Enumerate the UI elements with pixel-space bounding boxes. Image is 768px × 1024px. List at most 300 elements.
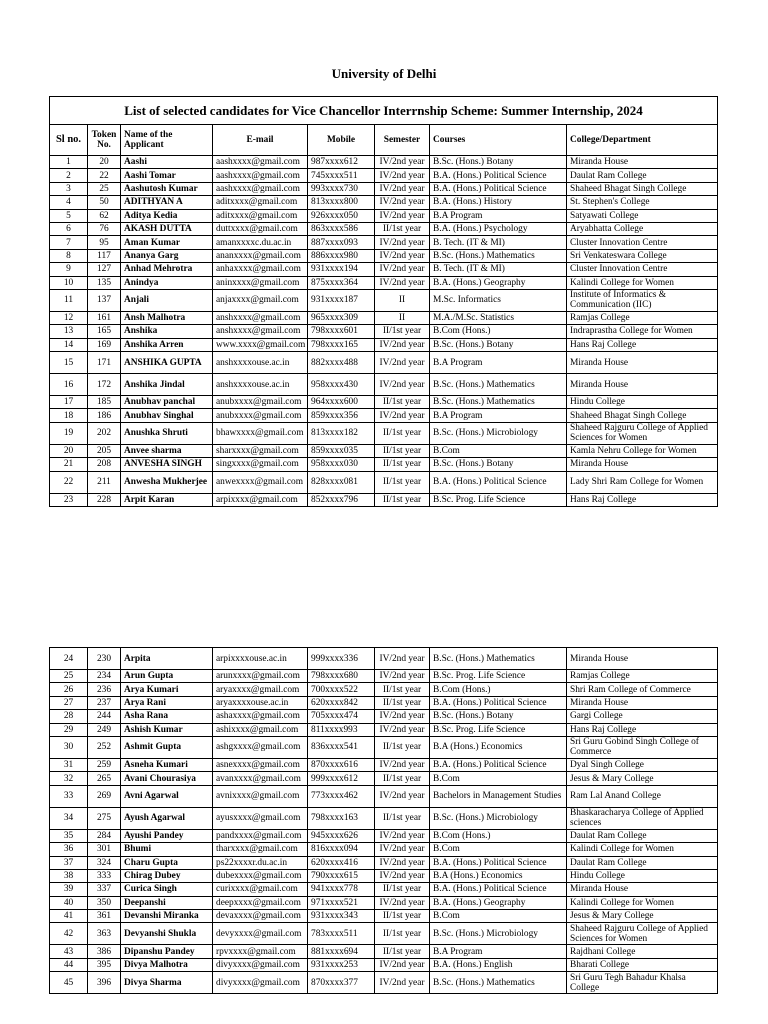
mobile-cell: 811xxxx993	[308, 723, 375, 736]
name-cell: Aditya Kedia	[121, 209, 213, 222]
token-cell: 25	[88, 182, 121, 195]
mobile-cell: 859xxxx035	[308, 444, 375, 457]
semester-cell: IV/2nd year	[375, 972, 430, 994]
semester-cell: IV/2nd year	[375, 169, 430, 182]
name-cell: ADITHYAN A	[121, 196, 213, 209]
mobile-cell: 886xxxx980	[308, 249, 375, 262]
college-cell: Ramjas College	[567, 311, 718, 324]
college-cell: Bhaskaracharya College of Applied sciences	[567, 807, 718, 829]
college-cell: Hans Raj College	[567, 338, 718, 351]
semester-cell: II	[375, 311, 430, 324]
email-cell: singxxxx@gmail.com	[213, 458, 308, 471]
name-cell: Deepanshi	[121, 896, 213, 909]
course-cell: B. Tech. (IT & MI)	[430, 236, 567, 249]
table-row	[50, 169, 718, 182]
email-cell: anhaxxxx@gmail.com	[213, 263, 308, 276]
header-courses: Courses	[430, 125, 567, 156]
table-row	[50, 236, 718, 249]
email-cell: ashgxxxx@gmail.com	[213, 736, 308, 758]
sl-no-cell: 36	[50, 843, 88, 856]
name-cell: Avani Chourasiya	[121, 772, 213, 785]
email-cell: anubxxxx@gmail.com	[213, 409, 308, 422]
college-cell: Miranda House	[567, 352, 718, 374]
token-cell: 117	[88, 249, 121, 262]
name-cell: Asha Rana	[121, 710, 213, 723]
email-cell: pandxxxx@gmail.com	[213, 829, 308, 842]
name-cell: Anubhav Singhal	[121, 409, 213, 422]
course-cell: B.Com (Hons.)	[430, 325, 567, 338]
mobile-cell: 859xxxx356	[308, 409, 375, 422]
semester-cell: II/1st year	[375, 807, 430, 829]
college-cell: Institute of Informatics & Communication (IIC)	[567, 289, 718, 311]
semester-cell: II/1st year	[375, 444, 430, 457]
college-cell: Miranda House	[567, 648, 718, 670]
semester-cell: IV/2nd year	[375, 869, 430, 882]
college-cell: Lady Shri Ram College for Women	[567, 471, 718, 493]
course-cell: B.Sc. Prog. Life Science	[430, 670, 567, 683]
table-row	[50, 648, 718, 670]
sl-no-cell: 40	[50, 896, 88, 909]
mobile-cell: 813xxxx182	[308, 422, 375, 444]
table-row	[50, 807, 718, 829]
mobile-cell: 887xxxx093	[308, 236, 375, 249]
token-cell: 395	[88, 958, 121, 971]
table-row	[50, 883, 718, 896]
token-cell: 265	[88, 772, 121, 785]
email-cell: bhawxxxx@gmail.com	[213, 422, 308, 444]
header-email: E-mail	[213, 125, 308, 156]
email-cell: aryaxxxx@gmail.com	[213, 683, 308, 696]
college-cell: Miranda House	[567, 458, 718, 471]
email-cell: anubxxxx@gmail.com	[213, 396, 308, 409]
college-cell: Ramjas College	[567, 670, 718, 683]
mobile-cell: 863xxxx586	[308, 222, 375, 235]
name-cell: Chirag Dubey	[121, 869, 213, 882]
semester-cell: IV/2nd year	[375, 352, 430, 374]
header-sl-no: Sl no.	[50, 125, 88, 156]
college-cell: Miranda House	[567, 156, 718, 169]
semester-cell: IV/2nd year	[375, 758, 430, 771]
header-token-no: Token No.	[88, 125, 121, 156]
email-cell: aashxxxx@gmail.com	[213, 182, 308, 195]
college-cell: Jesus & Mary College	[567, 772, 718, 785]
sl-no-cell: 25	[50, 670, 88, 683]
semester-cell: II/1st year	[375, 396, 430, 409]
mobile-cell: 875xxxx364	[308, 276, 375, 289]
mobile-cell: 798xxxx601	[308, 325, 375, 338]
course-cell: B.Sc. (Hons.) Microbiology	[430, 923, 567, 945]
mobile-cell: 798xxxx680	[308, 670, 375, 683]
name-cell: Divya Sharma	[121, 972, 213, 994]
sl-no-cell: 9	[50, 263, 88, 276]
college-cell: Hans Raj College	[567, 493, 718, 506]
token-cell: 208	[88, 458, 121, 471]
sl-no-cell: 30	[50, 736, 88, 758]
sl-no-cell: 34	[50, 807, 88, 829]
university-heading: University of Delhi	[331, 66, 437, 81]
sl-no-cell: 1	[50, 156, 88, 169]
email-cell: dubexxxx@gmail.com	[213, 869, 308, 882]
token-cell: 361	[88, 910, 121, 923]
token-cell: 275	[88, 807, 121, 829]
email-cell: anwexxxx@gmail.com	[213, 471, 308, 493]
mobile-cell: 941xxxx778	[308, 883, 375, 896]
name-cell: Devanshi Miranka	[121, 910, 213, 923]
sl-no-cell: 4	[50, 196, 88, 209]
name-cell: Curica Singh	[121, 883, 213, 896]
semester-cell: IV/2nd year	[375, 338, 430, 351]
college-cell: Shri Ram College of Commerce	[567, 683, 718, 696]
table-row	[50, 409, 718, 422]
sl-no-cell: 13	[50, 325, 88, 338]
course-cell: B.Sc. (Hons.) Botany	[430, 338, 567, 351]
course-cell: B.A. (Hons.) Political Science	[430, 696, 567, 709]
college-cell: Sri Guru Gobind Singh College of Commerce	[567, 736, 718, 758]
token-cell: 244	[88, 710, 121, 723]
table-row	[50, 338, 718, 351]
candidates-table-part-2	[49, 647, 718, 994]
college-cell: Bharati College	[567, 958, 718, 971]
token-cell: 237	[88, 696, 121, 709]
token-cell: 337	[88, 883, 121, 896]
course-cell: B.A Program	[430, 945, 567, 958]
token-cell: 186	[88, 409, 121, 422]
college-cell: Daulat Ram College	[567, 169, 718, 182]
semester-cell: IV/2nd year	[375, 374, 430, 396]
name-cell: AKASH DUTTA	[121, 222, 213, 235]
semester-cell: IV/2nd year	[375, 710, 430, 723]
mobile-cell: 971xxxx521	[308, 896, 375, 909]
name-cell: Anvee sharma	[121, 444, 213, 457]
sl-no-cell: 20	[50, 444, 88, 457]
table-row	[50, 422, 718, 444]
email-cell: devyxxxx@gmail.com	[213, 923, 308, 945]
mobile-cell: 870xxxx377	[308, 972, 375, 994]
name-cell: Arpita	[121, 648, 213, 670]
semester-cell: IV/2nd year	[375, 958, 430, 971]
mobile-cell: 931xxxx187	[308, 289, 375, 311]
token-cell: 202	[88, 422, 121, 444]
list-title: List of selected candidates for Vice Chancellor Interrnship Scheme: Summer Internship, 2024	[50, 97, 718, 125]
course-cell: B.Sc. (Hons.) Botany	[430, 156, 567, 169]
college-cell: Ram Lal Anand College	[567, 785, 718, 807]
table-row	[50, 196, 718, 209]
token-cell: 95	[88, 236, 121, 249]
college-cell: Miranda House	[567, 883, 718, 896]
sl-no-cell: 26	[50, 683, 88, 696]
mobile-cell: 620xxxx416	[308, 856, 375, 869]
table-row	[50, 696, 718, 709]
college-cell: Miranda House	[567, 374, 718, 396]
semester-cell: II/1st year	[375, 325, 430, 338]
token-cell: 22	[88, 169, 121, 182]
email-cell: arunxxxx@gmail.com	[213, 670, 308, 683]
course-cell: B.A. (Hons.) Psychology	[430, 222, 567, 235]
token-cell: 165	[88, 325, 121, 338]
token-cell: 172	[88, 374, 121, 396]
mobile-cell: 945xxxx626	[308, 829, 375, 842]
course-cell: B.A. (Hons.) Geography	[430, 276, 567, 289]
semester-cell: IV/2nd year	[375, 249, 430, 262]
email-cell: arpixxxx@gmail.com	[213, 493, 308, 506]
sl-no-cell: 21	[50, 458, 88, 471]
semester-cell: IV/2nd year	[375, 209, 430, 222]
mobile-cell: 790xxxx615	[308, 869, 375, 882]
token-cell: 127	[88, 263, 121, 276]
mobile-cell: 813xxxx800	[308, 196, 375, 209]
college-cell: Cluster Innovation Centre	[567, 236, 718, 249]
mobile-cell: 958xxxx030	[308, 458, 375, 471]
course-cell: B.Com	[430, 772, 567, 785]
semester-cell: II/1st year	[375, 883, 430, 896]
sl-no-cell: 39	[50, 883, 88, 896]
college-cell: Daulat Ram College	[567, 856, 718, 869]
email-cell: sharxxxx@gmail.com	[213, 444, 308, 457]
semester-cell: II/1st year	[375, 222, 430, 235]
course-cell: B.Sc. (Hons.) Mathematics	[430, 972, 567, 994]
name-cell: Anhad Mehrotra	[121, 263, 213, 276]
table-row	[50, 352, 718, 374]
email-cell: anshxxxxouse.ac.in	[213, 374, 308, 396]
name-cell: ANVESHA SINGH	[121, 458, 213, 471]
semester-cell: II/1st year	[375, 945, 430, 958]
name-cell: Anshika Arren	[121, 338, 213, 351]
email-cell: www.xxxx@gmail.com	[213, 338, 308, 351]
token-cell: 396	[88, 972, 121, 994]
course-cell: B.A Program	[430, 352, 567, 374]
header-mobile: Mobile	[308, 125, 375, 156]
college-cell: Shaheed Bhagat Singh College	[567, 409, 718, 422]
table-row	[50, 758, 718, 771]
semester-cell: IV/2nd year	[375, 276, 430, 289]
email-cell: aashxxxx@gmail.com	[213, 156, 308, 169]
course-cell: B.A Program	[430, 209, 567, 222]
name-cell: Arpit Karan	[121, 493, 213, 506]
semester-cell: II/1st year	[375, 493, 430, 506]
college-cell: Hans Raj College	[567, 723, 718, 736]
name-cell: Bhumi	[121, 843, 213, 856]
course-cell: B.Sc. (Hons.) Mathematics	[430, 249, 567, 262]
table-row	[50, 396, 718, 409]
name-cell: Divya Malhotra	[121, 958, 213, 971]
table-row	[50, 945, 718, 958]
header-name: Name of the Applicant	[121, 125, 213, 156]
header-semester: Semester	[375, 125, 430, 156]
name-cell: Anushka Shruti	[121, 422, 213, 444]
semester-cell: IV/2nd year	[375, 263, 430, 276]
email-cell: divyxxxx@gmail.com	[213, 958, 308, 971]
table-header-row	[50, 125, 718, 156]
token-cell: 62	[88, 209, 121, 222]
semester-cell: IV/2nd year	[375, 182, 430, 195]
email-cell: anshxxxx@gmail.com	[213, 311, 308, 324]
table-row	[50, 182, 718, 195]
mobile-cell: 798xxxx165	[308, 338, 375, 351]
email-cell: ashaxxxx@gmail.com	[213, 710, 308, 723]
semester-cell: IV/2nd year	[375, 785, 430, 807]
college-cell: Satyawati College	[567, 209, 718, 222]
email-cell: aditxxxx@gmail.com	[213, 209, 308, 222]
email-cell: tharxxxx@gmail.com	[213, 843, 308, 856]
course-cell: B.A. (Hons.) Geography	[430, 896, 567, 909]
sl-no-cell: 5	[50, 209, 88, 222]
email-cell: duttxxxx@gmail.com	[213, 222, 308, 235]
token-cell: 50	[88, 196, 121, 209]
course-cell: B.Com	[430, 843, 567, 856]
email-cell: devaxxxx@gmail.com	[213, 910, 308, 923]
college-cell: Shaheed Rajguru College of Applied Sciences for Women	[567, 422, 718, 444]
token-cell: 249	[88, 723, 121, 736]
sl-no-cell: 10	[50, 276, 88, 289]
mobile-cell: 931xxxx194	[308, 263, 375, 276]
semester-cell: II/1st year	[375, 683, 430, 696]
table-row	[50, 222, 718, 235]
course-cell: B.A Program	[430, 409, 567, 422]
table-row	[50, 493, 718, 506]
course-cell: B.A. (Hons.) History	[430, 196, 567, 209]
table-row	[50, 856, 718, 869]
semester-cell: II	[375, 289, 430, 311]
email-cell: anshxxxx@gmail.com	[213, 325, 308, 338]
course-cell: B.Sc. (Hons.) Microbiology	[430, 422, 567, 444]
email-cell: ps22xxxxr.du.ac.in	[213, 856, 308, 869]
email-cell: aryaxxxxouse.ac.in	[213, 696, 308, 709]
college-cell: Daulat Ram College	[567, 829, 718, 842]
semester-cell: IV/2nd year	[375, 409, 430, 422]
college-cell: St. Stephen's College	[567, 196, 718, 209]
mobile-cell: 700xxxx522	[308, 683, 375, 696]
mobile-cell: 999xxxx336	[308, 648, 375, 670]
college-cell: Aryabhatta College	[567, 222, 718, 235]
table-row	[50, 869, 718, 882]
course-cell: B. Tech. (IT & MI)	[430, 263, 567, 276]
sl-no-cell: 12	[50, 311, 88, 324]
course-cell: B.Sc. (Hons.) Microbiology	[430, 807, 567, 829]
sl-no-cell: 41	[50, 910, 88, 923]
course-cell: B.Sc. (Hons.) Mathematics	[430, 648, 567, 670]
college-cell: Rajdhani College	[567, 945, 718, 958]
email-cell: avanxxxx@gmail.com	[213, 772, 308, 785]
name-cell: Ansh Malhotra	[121, 311, 213, 324]
sl-no-cell: 17	[50, 396, 88, 409]
college-cell: Shaheed Bhagat Singh College	[567, 182, 718, 195]
college-cell: Kamla Nehru College for Women	[567, 444, 718, 457]
semester-cell: II/1st year	[375, 471, 430, 493]
semester-cell: II/1st year	[375, 772, 430, 785]
table-row	[50, 311, 718, 324]
course-cell: B.Com (Hons.)	[430, 829, 567, 842]
sl-no-cell: 22	[50, 471, 88, 493]
token-cell: 230	[88, 648, 121, 670]
token-cell: 386	[88, 945, 121, 958]
email-cell: anshxxxxouse.ac.in	[213, 352, 308, 374]
email-cell: asnexxxx@gmail.com	[213, 758, 308, 771]
email-cell: anjaxxxx@gmail.com	[213, 289, 308, 311]
sl-no-cell: 43	[50, 945, 88, 958]
college-cell: Indraprastha College for Women	[567, 325, 718, 338]
college-cell: Hindu College	[567, 396, 718, 409]
semester-cell: IV/2nd year	[375, 856, 430, 869]
sl-no-cell: 8	[50, 249, 88, 262]
mobile-cell: 931xxxx253	[308, 958, 375, 971]
name-cell: Ayushi Pandey	[121, 829, 213, 842]
college-cell: Kalindi College for Women	[567, 896, 718, 909]
mobile-cell: 882xxxx488	[308, 352, 375, 374]
table-row	[50, 374, 718, 396]
mobile-cell: 870xxxx616	[308, 758, 375, 771]
mobile-cell: 783xxxx511	[308, 923, 375, 945]
name-cell: Arun Gupta	[121, 670, 213, 683]
token-cell: 135	[88, 276, 121, 289]
email-cell: arpixxxxouse.ac.in	[213, 648, 308, 670]
semester-cell: IV/2nd year	[375, 156, 430, 169]
email-cell: rpvxxxx@gmail.com	[213, 945, 308, 958]
email-cell: divyxxxx@gmail.com	[213, 972, 308, 994]
semester-cell: II/1st year	[375, 910, 430, 923]
table-row	[50, 843, 718, 856]
mobile-cell: 773xxxx462	[308, 785, 375, 807]
course-cell: Bachelors in Management Studies	[430, 785, 567, 807]
table-row	[50, 829, 718, 842]
course-cell: M.A./M.Sc. Statistics	[430, 311, 567, 324]
course-cell: B.Sc. (Hons.) Mathematics	[430, 396, 567, 409]
course-cell: B.A. (Hons.) Political Science	[430, 856, 567, 869]
college-cell: Kalindi College for Women	[567, 276, 718, 289]
table-row	[50, 923, 718, 945]
sl-no-cell: 27	[50, 696, 88, 709]
course-cell: B.A (Hons.) Economics	[430, 869, 567, 882]
table-row	[50, 736, 718, 758]
mobile-cell: 705xxxx474	[308, 710, 375, 723]
college-cell: Kalindi College for Women	[567, 843, 718, 856]
sl-no-cell: 7	[50, 236, 88, 249]
name-cell: Anubhav panchal	[121, 396, 213, 409]
name-cell: Anshika	[121, 325, 213, 338]
token-cell: 20	[88, 156, 121, 169]
sl-no-cell: 18	[50, 409, 88, 422]
course-cell: B.A. (Hons.) Political Science	[430, 471, 567, 493]
course-cell: B.A. (Hons.) Political Science	[430, 758, 567, 771]
token-cell: 269	[88, 785, 121, 807]
name-cell: Dipanshu Pandey	[121, 945, 213, 958]
table-body-part-2	[50, 648, 718, 994]
course-cell: B.Com	[430, 444, 567, 457]
name-cell: Anshika Jindal	[121, 374, 213, 396]
sl-no-cell: 44	[50, 958, 88, 971]
college-cell: Hindu College	[567, 869, 718, 882]
name-cell: Ayush Agarwal	[121, 807, 213, 829]
table-row	[50, 670, 718, 683]
college-cell: Jesus & Mary College	[567, 910, 718, 923]
sl-no-cell: 15	[50, 352, 88, 374]
mobile-cell: 926xxxx050	[308, 209, 375, 222]
name-cell: Anindya	[121, 276, 213, 289]
table-row	[50, 683, 718, 696]
name-cell: Anwesha Mukherjee	[121, 471, 213, 493]
email-cell: ayusxxxx@gmail.com	[213, 807, 308, 829]
mobile-cell: 965xxxx309	[308, 311, 375, 324]
mobile-cell: 852xxxx796	[308, 493, 375, 506]
name-cell: Aashi	[121, 156, 213, 169]
mobile-cell: 620xxxx842	[308, 696, 375, 709]
mobile-cell: 993xxxx730	[308, 182, 375, 195]
course-cell: B.Sc. (Hons.) Botany	[430, 458, 567, 471]
name-cell: Asneha Kumari	[121, 758, 213, 771]
mobile-cell: 987xxxx612	[308, 156, 375, 169]
token-cell: 350	[88, 896, 121, 909]
sl-no-cell: 35	[50, 829, 88, 842]
header-college: College/Department	[567, 125, 718, 156]
